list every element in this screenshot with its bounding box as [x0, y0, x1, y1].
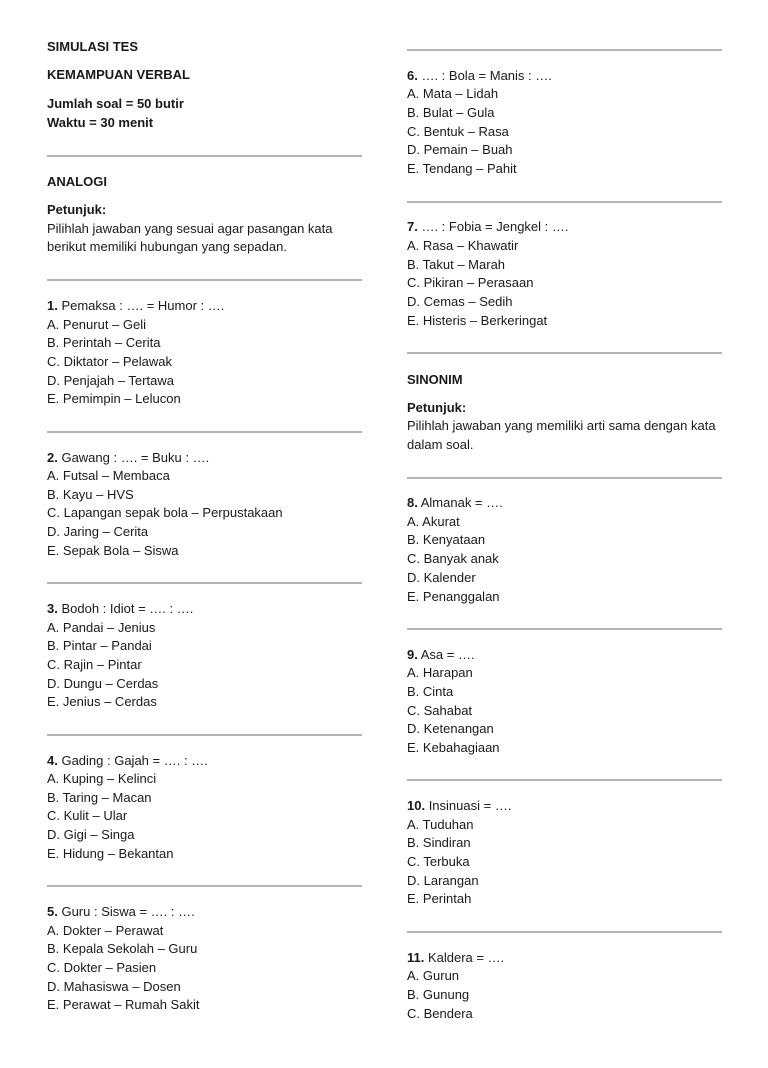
question-3	[47, 600, 193, 618]
option-d[interactable]: D. Jaring – Cerita	[47, 524, 149, 539]
option-e[interactable]: E. Perawat – Rumah Sakit	[47, 997, 200, 1012]
question-text: Kaldera = ….	[424, 950, 505, 965]
question-number: 10.	[407, 798, 426, 813]
option-c[interactable]: C. Bendera	[407, 1006, 473, 1021]
question-text: Gading : Gajah = …. : ….	[57, 753, 208, 768]
divider	[47, 734, 362, 736]
option-a[interactable]: A. Kuping – Kelinci	[47, 771, 157, 786]
option-e[interactable]: E. Kebahagiaan	[407, 740, 500, 755]
option-b[interactable]: B. Sindiran	[407, 835, 471, 850]
question-text: …. : Fobia = Jengkel : ….	[417, 219, 569, 234]
question-text: Pemaksa : …. = Humor : ….	[57, 298, 225, 313]
option-c[interactable]: C. Rajin – Pintar	[47, 657, 142, 672]
option-a[interactable]: A. Mata – Lidah	[407, 86, 499, 101]
option-b[interactable]: B. Perintah – Cerita	[47, 335, 161, 350]
option-b[interactable]: B. Kayu – HVS	[47, 487, 134, 502]
option-a[interactable]: A. Akurat	[407, 514, 460, 529]
option-e[interactable]: E. Pemimpin – Lelucon	[47, 391, 181, 406]
question-number: 7.	[407, 219, 418, 234]
option-b[interactable]: B. Cinta	[407, 684, 454, 699]
option-a[interactable]: A. Dokter – Perawat	[47, 923, 164, 938]
option-d[interactable]: D. Mahasiswa – Dosen	[47, 979, 181, 994]
option-d[interactable]: D. Gigi – Singa	[47, 827, 135, 842]
divider	[47, 885, 362, 887]
option-c[interactable]: C. Lapangan sepak bola – Perpustakaan	[47, 505, 283, 520]
question-10	[407, 797, 511, 815]
option-e[interactable]: E. Sepak Bola – Siswa	[47, 543, 179, 558]
divider	[47, 582, 362, 584]
question-5	[47, 903, 195, 921]
question-4	[47, 752, 208, 770]
question-text: Insinuasi = ….	[425, 798, 512, 813]
question-number: 9.	[407, 647, 418, 662]
petunjuk-text: dalam soal.	[407, 437, 474, 452]
option-d[interactable]: D. Cemas – Sedih	[407, 294, 513, 309]
option-d[interactable]: D. Larangan	[407, 873, 479, 888]
divider	[407, 477, 722, 479]
question-1	[47, 297, 224, 315]
divider	[407, 779, 722, 781]
option-c[interactable]: C. Sahabat	[407, 703, 473, 718]
jumlah-soal: Jumlah soal = 50 butir	[47, 96, 184, 111]
question-text: Gawang : …. = Buku : ….	[57, 450, 210, 465]
option-e[interactable]: E. Perintah	[407, 891, 472, 906]
option-c[interactable]: C. Kulit – Ular	[47, 808, 128, 823]
question-9	[407, 646, 475, 664]
question-7	[407, 218, 569, 236]
divider	[407, 931, 722, 933]
divider	[407, 628, 722, 630]
option-a[interactable]: A. Gurun	[407, 968, 460, 983]
question-number: 6.	[407, 68, 418, 83]
question-text: Guru : Siswa = …. : ….	[57, 904, 195, 919]
option-b[interactable]: B. Kepala Sekolah – Guru	[47, 941, 198, 956]
option-a[interactable]: A. Harapan	[407, 665, 473, 680]
option-c[interactable]: C. Banyak anak	[407, 551, 499, 566]
option-e[interactable]: E. Penanggalan	[407, 589, 500, 604]
petunjuk-text: Pilihlah jawaban yang sesuai agar pasangan kata	[47, 221, 333, 236]
option-d[interactable]: D. Kalender	[407, 570, 476, 585]
divider	[47, 279, 362, 281]
petunjuk-label: Petunjuk:	[47, 202, 107, 217]
question-text: Almanak = ….	[417, 495, 503, 510]
option-b[interactable]: B. Takut – Marah	[407, 257, 506, 272]
option-e[interactable]: E. Jenius – Cerdas	[47, 694, 157, 709]
section-heading-analogi: ANALOGI	[47, 174, 107, 189]
option-a[interactable]: A. Tuduhan	[407, 817, 474, 832]
option-d[interactable]: D. Dungu – Cerdas	[47, 676, 159, 691]
option-e[interactable]: E. Histeris – Berkeringat	[407, 313, 548, 328]
divider	[407, 352, 722, 354]
divider	[407, 49, 722, 51]
question-text: …. : Bola = Manis : ….	[417, 68, 552, 83]
question-number: 3.	[47, 601, 58, 616]
petunjuk-label: Petunjuk:	[407, 400, 467, 415]
section-heading-sinonim: SINONIM	[407, 372, 463, 387]
option-c[interactable]: C. Terbuka	[407, 854, 470, 869]
option-a[interactable]: A. Penurut – Geli	[47, 317, 146, 332]
option-a[interactable]: A. Pandai – Jenius	[47, 620, 156, 635]
option-d[interactable]: D. Ketenangan	[407, 721, 494, 736]
option-d[interactable]: D. Penjajah – Tertawa	[47, 373, 174, 388]
option-b[interactable]: B. Taring – Macan	[47, 790, 152, 805]
option-e[interactable]: E. Hidung – Bekantan	[47, 846, 174, 861]
waktu: Waktu = 30 menit	[47, 115, 154, 130]
question-11	[407, 949, 504, 967]
question-6	[407, 67, 552, 85]
question-number: 11.	[407, 950, 425, 965]
question-8	[407, 494, 503, 512]
divider	[47, 431, 362, 433]
option-b[interactable]: B. Kenyataan	[407, 532, 486, 547]
divider	[47, 155, 362, 157]
option-d[interactable]: D. Pemain – Buah	[407, 142, 513, 157]
option-c[interactable]: C. Bentuk – Rasa	[407, 124, 509, 139]
option-b[interactable]: B. Pintar – Pandai	[47, 638, 152, 653]
option-a[interactable]: A. Rasa – Khawatir	[407, 238, 519, 253]
option-b[interactable]: B. Bulat – Gula	[407, 105, 495, 120]
option-e[interactable]: E. Tendang – Pahit	[407, 161, 517, 176]
option-b[interactable]: B. Gunung	[407, 987, 470, 1002]
divider	[407, 201, 722, 203]
petunjuk-text: berikut memiliki hubungan yang sepadan.	[47, 239, 287, 254]
option-c[interactable]: C. Dokter – Pasien	[47, 960, 157, 975]
question-2	[47, 449, 209, 467]
question-number: 5.	[47, 904, 58, 919]
question-number: 4.	[47, 753, 58, 768]
petunjuk-text: Pilihlah jawaban yang memiliki arti sama dengan kata	[407, 418, 716, 433]
title-simulasi: SIMULASI TES	[47, 39, 139, 54]
option-c[interactable]: C. Diktator – Pelawak	[47, 354, 172, 369]
option-c[interactable]: C. Pikiran – Perasaan	[407, 275, 534, 290]
question-number: 2.	[47, 450, 58, 465]
question-text: Bodoh : Idiot = …. : ….	[57, 601, 194, 616]
question-number: 1.	[47, 298, 58, 313]
question-text: Asa = ….	[417, 647, 475, 662]
question-number: 8.	[407, 495, 418, 510]
option-a[interactable]: A. Futsal – Membaca	[47, 468, 170, 483]
title-kemampuan: KEMAMPUAN VERBAL	[47, 67, 190, 82]
